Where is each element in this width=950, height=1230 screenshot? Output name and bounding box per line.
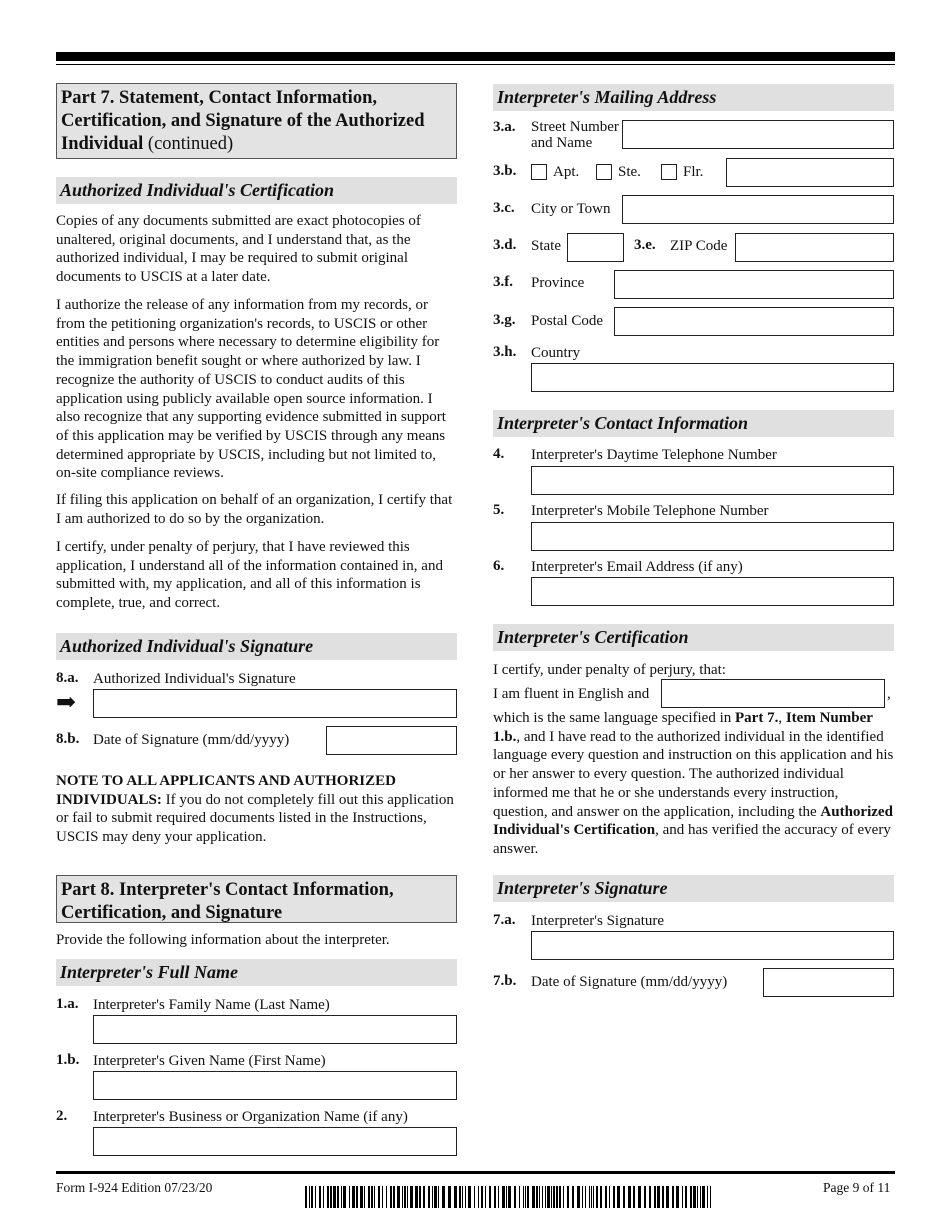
part8-header: Part 8. Interpreter's Contact Information, Certification, and Signature xyxy=(56,875,457,923)
item-2-label: Interpreter's Business or Organization Name (if any) xyxy=(93,1109,408,1125)
cert-text-a: which is the same language specified in xyxy=(493,710,736,726)
item-8b-label: Date of Signature (mm/dd/yyyy) xyxy=(93,732,290,748)
apt-label: Apt. xyxy=(553,164,580,180)
interp-cert-line1: I certify, under penalty of perjury, that: xyxy=(493,662,726,678)
footer-rule xyxy=(56,1171,895,1174)
fluent-comma: , xyxy=(887,686,891,702)
interp-sig-heading: Interpreter's Signature xyxy=(493,875,894,902)
auth-sig-date-field[interactable] xyxy=(326,726,457,755)
street-label-line2: and Name xyxy=(531,135,593,151)
zip-field[interactable] xyxy=(735,233,894,262)
language-field[interactable] xyxy=(661,679,885,708)
city-label: City or Town xyxy=(531,201,611,217)
mailing-heading: Interpreter's Mailing Address xyxy=(493,84,894,111)
street-field[interactable] xyxy=(622,120,894,149)
item-3h-number: 3.h. xyxy=(493,344,517,360)
country-field[interactable] xyxy=(531,363,894,392)
item-8a-label: Authorized Individual's Signature xyxy=(93,671,296,687)
flr-label: Flr. xyxy=(683,164,704,180)
item-4-number: 4. xyxy=(493,446,505,462)
auth-signature-field[interactable] xyxy=(93,689,457,718)
interp-sig-label: Interpreter's Signature xyxy=(531,913,665,929)
city-field[interactable] xyxy=(622,195,894,224)
cert-text-e: , and I have read to the authorized individual in the identified language every question and instruction on this application and his or her answer to every question. The authorized individual informed me that he or she understands every instruction, question, and answer on the application, including the xyxy=(493,728,894,820)
state-field[interactable] xyxy=(567,233,624,262)
item-3c-number: 3.c. xyxy=(493,200,515,216)
form-edition: Form I-924 Edition 07/23/20 xyxy=(56,1180,213,1195)
country-label: Country xyxy=(531,345,581,361)
state-label: State xyxy=(531,238,561,254)
item-3a-number: 3.a. xyxy=(493,119,516,135)
given-name-field[interactable] xyxy=(93,1071,457,1100)
item-5-number: 5. xyxy=(493,502,505,518)
apt-number-field[interactable] xyxy=(726,158,894,187)
note-to-applicants xyxy=(56,772,457,847)
item-7a-number: 7.a. xyxy=(493,912,516,928)
business-name-field[interactable] xyxy=(93,1127,457,1156)
auth-cert-p1: Copies of any documents submitted are exact photocopies of unaltered, original documents, and I understand that, as the authorized individual, I may be required to submit original documents to USCIS at a later date. xyxy=(56,213,421,286)
part7-header xyxy=(56,83,457,159)
flr-checkbox[interactable] xyxy=(661,164,677,180)
item-8b-number: 8.b. xyxy=(56,731,80,747)
page-number: Page 9 of 11 xyxy=(823,1180,891,1195)
part7-continued: (continued) xyxy=(143,134,234,154)
interp-cert-heading: Interpreter's Certification xyxy=(493,624,894,651)
auth-cert-p4: I certify, under penalty of perjury, that I have reviewed this application, I understand all of the information contained in, and submitted with, my application, and all of this information is complete, true, and correct. xyxy=(56,539,443,612)
ste-label: Ste. xyxy=(618,164,641,180)
interp-date-field[interactable] xyxy=(763,968,894,997)
cert-section-ref: Authorized Individual's Certification xyxy=(493,803,893,839)
auth-cert-heading: Authorized Individual's Certification xyxy=(56,177,457,204)
part7-title: Part 7. Statement, Contact Information, Certification, and Signature of the Authorized Individual xyxy=(61,88,425,154)
auth-sig-heading: Authorized Individual's Signature xyxy=(56,633,457,660)
postal-field[interactable] xyxy=(614,307,894,336)
note-bold: NOTE TO ALL APPLICANTS AND AUTHORIZED INDIVIDUALS: xyxy=(56,773,396,808)
item-7b-number: 7.b. xyxy=(493,973,517,989)
email-field[interactable] xyxy=(531,577,894,606)
item-3b-number: 3.b. xyxy=(493,163,517,179)
auth-cert-p3: If filing this application on behalf of an organization, I certify that I am authorized to do so by the organization. xyxy=(56,492,453,527)
street-label xyxy=(531,119,619,151)
interp-signature-field[interactable] xyxy=(531,931,894,960)
note-text: If you do not completely fill out this application or fail to submit required documents listed in the Instructions, USCIS may deny your application. xyxy=(56,791,454,846)
day-phone-field[interactable] xyxy=(531,466,894,495)
item-2-number: 2. xyxy=(56,1108,68,1124)
item-8a-number: 8.a. xyxy=(56,670,79,686)
cert-text-c: , xyxy=(778,710,786,726)
ste-checkbox[interactable] xyxy=(596,164,612,180)
apt-checkbox[interactable] xyxy=(531,164,547,180)
top-rule-thin xyxy=(56,64,895,65)
family-name-field[interactable] xyxy=(93,1015,457,1044)
street-label-line1: Street Number xyxy=(531,119,619,135)
item-3g-number: 3.g. xyxy=(493,312,516,328)
email-label: Interpreter's Email Address (if any) xyxy=(531,559,743,575)
item-3f-number: 3.f. xyxy=(493,274,513,290)
cert-part7-ref: Part 7. xyxy=(735,710,779,726)
contact-heading: Interpreter's Contact Information xyxy=(493,410,894,437)
item-1a-label: Interpreter's Family Name (Last Name) xyxy=(93,997,330,1013)
cert-text-g: , and has verified the accuracy of every answer. xyxy=(493,822,891,857)
mobile-label: Interpreter's Mobile Telephone Number xyxy=(531,503,769,519)
auth-cert-p2: I authorize the release of any information from my records, or from the petitioning organization's records, to USCIS or other entities and persons where necessary to determine eligibility for the immigration benefit sought or where authorized by law. I recognize the authority of USCIS to conduct audits of this application using publicly available open source information. I also recognize that any supporting evidence submitted in support of this application may be verified by USCIS through any means determined appropriate by USCIS, including but not limited to, on-site compliance reviews. xyxy=(56,297,446,482)
part8-intro: Provide the following information about the interpreter. xyxy=(56,932,390,948)
top-rule xyxy=(56,52,895,61)
arrow-right-icon: ➡ xyxy=(56,690,77,716)
barcode xyxy=(305,1186,712,1208)
fluent-label: I am fluent in English and xyxy=(493,686,650,702)
postal-label: Postal Code xyxy=(531,313,604,329)
cert-item-ref: Item Number 1.b. xyxy=(493,710,873,745)
province-label: Province xyxy=(531,275,585,291)
day-phone-label: Interpreter's Daytime Telephone Number xyxy=(531,447,777,463)
item-3d-number: 3.d. xyxy=(493,237,517,253)
item-6-number: 6. xyxy=(493,558,505,574)
item-1b-label: Interpreter's Given Name (First Name) xyxy=(93,1053,326,1069)
mobile-field[interactable] xyxy=(531,522,894,551)
item-1b-number: 1.b. xyxy=(56,1052,80,1068)
interp-name-heading: Interpreter's Full Name xyxy=(56,959,457,986)
item-1a-number: 1.a. xyxy=(56,996,79,1012)
interp-cert-paragraph xyxy=(493,709,894,859)
zip-label: ZIP Code xyxy=(670,238,728,254)
province-field[interactable] xyxy=(614,270,894,299)
item-3e-number: 3.e. xyxy=(634,237,656,253)
interp-date-label: Date of Signature (mm/dd/yyyy) xyxy=(531,974,728,990)
